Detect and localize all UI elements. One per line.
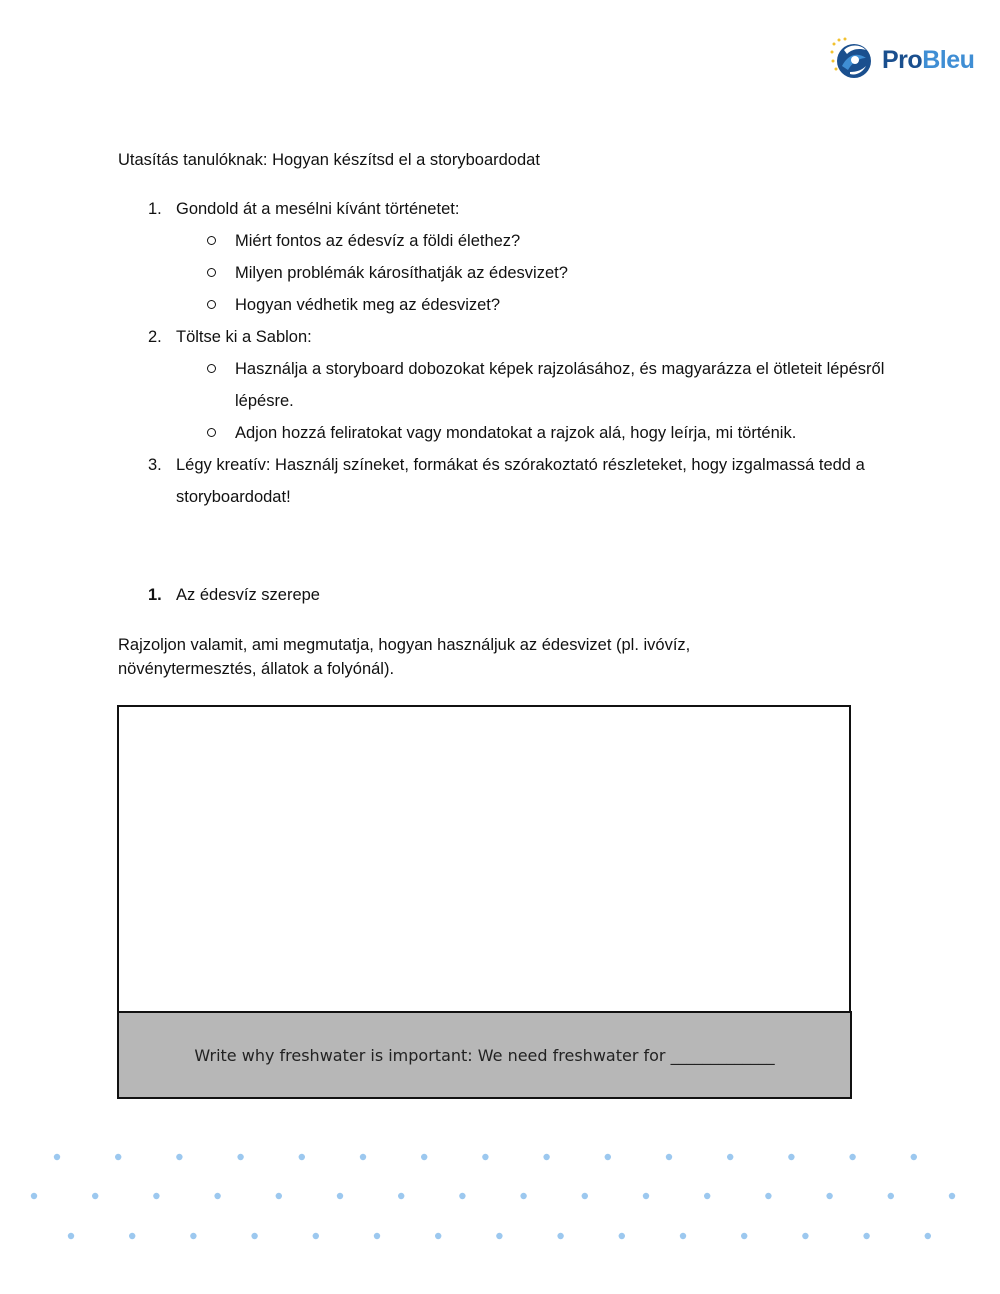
decorative-dot (421, 1154, 427, 1160)
sub-item-text: Milyen problémák károsíthatják az édesvizet? (235, 264, 568, 282)
list-item-text: Légy kreatív: Használj színeket, formákat és szórakoztató részleteket, hogy izgalmassá tedd a storyboardodat! (176, 456, 865, 506)
list-item-text: Gondold át a mesélni kívánt történetet: (176, 200, 460, 218)
decorative-dot (299, 1154, 305, 1160)
sub-item-text: Adjon hozzá feliratokat vagy mondatokat a rajzok alá, hogy leírja, mi történik. (235, 424, 797, 442)
decorative-dot (680, 1233, 686, 1239)
decorative-dot (313, 1233, 319, 1239)
decorative-dot (459, 1193, 465, 1199)
decorative-dot (704, 1193, 710, 1199)
decorative-dot (888, 1193, 894, 1199)
decorative-dot (925, 1233, 931, 1239)
logo-text-pro: Pro (882, 46, 923, 74)
decorative-dot (582, 1193, 588, 1199)
decorative-dot (826, 1193, 832, 1199)
decorative-dot (337, 1193, 343, 1199)
decorative-dot (31, 1193, 37, 1199)
decorative-dot (251, 1233, 257, 1239)
decorative-dot (398, 1193, 404, 1199)
decorative-dot (54, 1154, 60, 1160)
decorative-dot (619, 1233, 625, 1239)
list-number: 2. (148, 328, 162, 346)
decorative-dot (520, 1193, 526, 1199)
list-number: 1. (148, 200, 162, 218)
decorative-dot (237, 1154, 243, 1160)
decorative-dot (482, 1154, 488, 1160)
decorative-dot (360, 1154, 366, 1160)
decorative-dot (949, 1193, 955, 1199)
decorative-dot (849, 1154, 855, 1160)
decorative-dot (496, 1233, 502, 1239)
sub-item-text: Miért fontos az édesvíz a földi élethez? (235, 232, 521, 250)
decorative-dot (802, 1233, 808, 1239)
decorative-dot (176, 1154, 182, 1160)
instructions-title: Utasítás tanulóknak: Hogyan készítsd el a storyboardodat (118, 151, 540, 169)
decorative-dot (190, 1233, 196, 1239)
decorative-dot (374, 1233, 380, 1239)
decorative-dot (557, 1233, 563, 1239)
decorative-dot (765, 1193, 771, 1199)
drawing-prompt: Rajzoljon valamit, ami megmutatja, hogyan használjuk az édesvizet (pl. ivóvíz, növénytermesztés, állatok a folyónál). (118, 636, 691, 678)
decorative-dot (727, 1154, 733, 1160)
decorative-dot (911, 1154, 917, 1160)
sub-item-text: Hogyan védhetik meg az édesvizet? (235, 296, 501, 314)
decorative-dot (788, 1154, 794, 1160)
decorative-dot (543, 1154, 549, 1160)
logo-text-bleu: Bleu (922, 46, 975, 74)
decorative-dot (666, 1154, 672, 1160)
section-number: 1. (148, 586, 162, 604)
list-item-text: Töltse ki a Sablon: (176, 328, 312, 346)
decorative-dot (214, 1193, 220, 1199)
caption-text: Write why freshwater is important: We need freshwater for _____________ (194, 1045, 775, 1065)
decorative-dot (741, 1233, 747, 1239)
list-number: 3. (148, 456, 162, 474)
decorative-dot (863, 1233, 869, 1239)
decorative-dot (643, 1193, 649, 1199)
decorative-dot (605, 1154, 611, 1160)
decorative-dot (153, 1193, 159, 1199)
decorative-dot (276, 1193, 282, 1199)
decorative-dot (115, 1154, 121, 1160)
sub-item-text: Használja a storyboard dobozokat képek rajzolásához, és magyarázza el ötleteit lépésről lépésre. (235, 360, 885, 410)
decorative-dot (92, 1193, 98, 1199)
section-title: Az édesvíz szerepe (176, 586, 320, 604)
decorative-dot (129, 1233, 135, 1239)
decorative-dot (435, 1233, 441, 1239)
decorative-dot (68, 1233, 74, 1239)
